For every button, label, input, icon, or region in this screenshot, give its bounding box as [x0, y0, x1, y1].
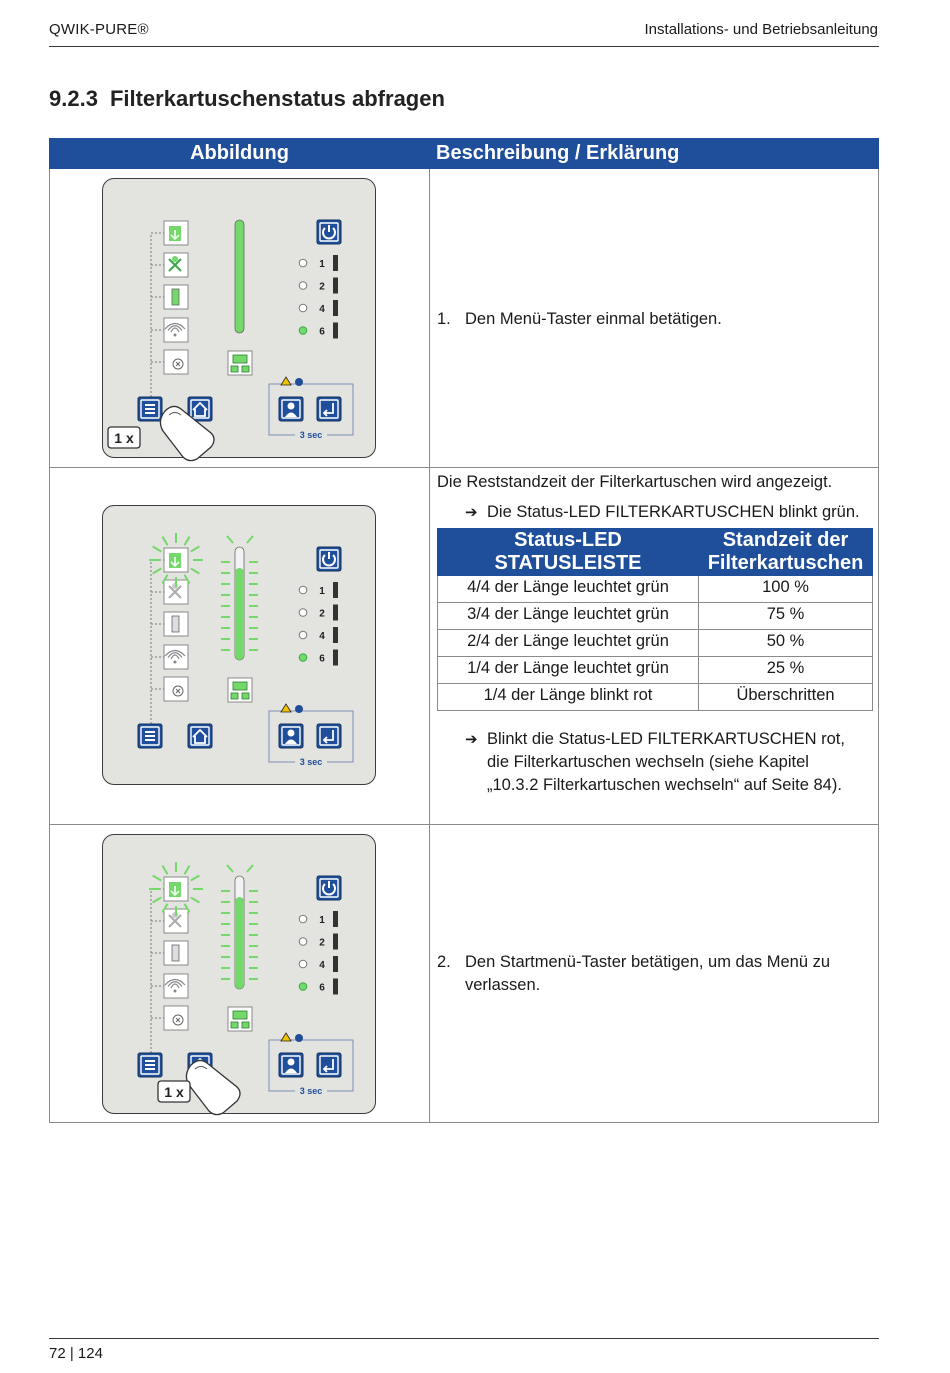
filter-count-led [299, 605, 338, 621]
figure-cell [50, 825, 430, 1123]
panel-drawing [103, 179, 375, 457]
wifi-icon [164, 318, 188, 342]
cartridge-icon [164, 612, 188, 636]
figure-cell [50, 468, 430, 825]
panel-drawing [103, 835, 375, 1113]
description-cell [430, 169, 879, 468]
cartridge-icon [164, 285, 188, 309]
filter-count-led [299, 582, 338, 598]
time-cell: 25 % [699, 657, 873, 684]
warning-icon [281, 1033, 291, 1041]
table-row [438, 576, 873, 603]
time-cell: 75 % [699, 603, 873, 630]
col-header-description: Beschreibung / Erklärung [430, 139, 879, 169]
hold-duration-label: 3 sec [299, 1086, 323, 1096]
status-cell: 3/4 der Länge leuchtet grün [438, 603, 699, 630]
status-cell: 1/4 der Länge blinkt rot [438, 684, 699, 711]
step-item [437, 308, 866, 331]
panel-drawing [103, 506, 375, 784]
table-row [50, 169, 879, 468]
step-text: Den Startmenü-Taster betätigen, um das Menü zu verlassen. [465, 953, 831, 994]
step-text: Den Menü-Taster einmal betätigen. [465, 310, 722, 328]
filter-count-led [299, 934, 338, 950]
connector-lines [151, 560, 165, 734]
service-button [279, 1053, 303, 1077]
led-label: 1 [319, 586, 325, 597]
wifi-icon [164, 645, 188, 669]
time-cell: 100 % [699, 576, 873, 603]
cartridge-icon [164, 941, 188, 965]
table-row [438, 684, 873, 711]
service-button [279, 397, 303, 421]
table-row [50, 468, 879, 825]
home-button [188, 724, 212, 748]
footer-divider [49, 1338, 879, 1339]
section-number: 9.2.3 [49, 86, 98, 111]
time-cell: Überschritten [699, 684, 873, 711]
filter-count-led [299, 255, 338, 271]
status-bar [235, 220, 244, 333]
header-product: QWIK-PURE® [49, 21, 149, 38]
result-text: Die Status-LED FILTERKARTUSCHEN blinkt grün. [487, 503, 860, 521]
table-row [50, 825, 879, 1123]
drain-icon [164, 350, 188, 374]
status-cell: 4/4 der Länge leuchtet grün [438, 576, 699, 603]
status-cell: 2/4 der Länge leuchtet grün [438, 630, 699, 657]
filter-count-led [299, 323, 338, 339]
refresh-icon [295, 1034, 303, 1042]
press-count-badge [158, 1081, 190, 1102]
finger-press-icon [186, 1060, 240, 1114]
warning-icon [281, 704, 291, 712]
header-divider [49, 46, 879, 47]
press-count-label: 1 x [164, 1084, 184, 1100]
col-header-figure: Abbildung [50, 139, 430, 169]
power-button [317, 547, 341, 571]
power-button [317, 220, 341, 244]
led-label: 1 [319, 259, 325, 270]
menu-button [138, 724, 162, 748]
led-label: 6 [319, 982, 325, 994]
led-label: 4 [319, 631, 325, 642]
filter-count-led [299, 911, 338, 927]
valve-icon [164, 253, 188, 277]
table-row [438, 630, 873, 657]
filter-status-icon [164, 221, 188, 245]
led-label: 6 [319, 653, 325, 665]
connector-lines [151, 889, 165, 1063]
network-icon [228, 678, 252, 702]
led-label: 2 [319, 608, 325, 620]
warning-icon [281, 377, 291, 385]
control-panel-figure [102, 834, 376, 1114]
section-title [49, 86, 445, 112]
filter-count-led [299, 979, 338, 995]
status-table-header: Status-LED STATUSLEISTE [438, 529, 699, 576]
led-label: 4 [319, 960, 325, 971]
control-panel-figure [102, 178, 376, 458]
filter-status-icon [164, 548, 188, 572]
step-item [437, 951, 866, 997]
table-row [438, 603, 873, 630]
filter-status-icon [164, 877, 188, 901]
result-item [465, 728, 855, 797]
filter-count-led [299, 278, 338, 294]
menu-button [138, 397, 162, 421]
led-label: 2 [319, 281, 325, 293]
drain-icon [164, 1006, 188, 1030]
led-label: 1 [319, 915, 325, 926]
step-number: 2. [437, 953, 451, 971]
step-number: 1. [437, 310, 451, 328]
hold-duration-label: 3 sec [299, 430, 323, 440]
enter-button [317, 724, 341, 748]
network-icon [228, 351, 252, 375]
control-panel-figure [102, 505, 376, 785]
wifi-icon [164, 974, 188, 998]
intro-text: Die Reststandzeit der Filterkartuschen wird angezeigt. [437, 473, 833, 491]
description-cell [430, 825, 879, 1123]
status-table-header: Standzeit der Filterkartuschen [699, 529, 873, 576]
led-label: 2 [319, 937, 325, 949]
section-title-text: Filterkartuschenstatus abfragen [109, 86, 445, 111]
table-row [438, 657, 873, 684]
press-count-badge [108, 427, 140, 448]
led-label: 6 [319, 326, 325, 338]
refresh-icon [295, 705, 303, 713]
led-label: 4 [319, 304, 325, 315]
refresh-icon [295, 378, 303, 386]
enter-button [317, 1053, 341, 1077]
press-count-label: 1 x [114, 430, 134, 446]
arrow-right-icon: ➔ [465, 504, 478, 521]
power-button [317, 876, 341, 900]
header-doc-title: Installations- und Betriebsanleitung [644, 21, 878, 38]
arrow-right-icon: ➔ [465, 731, 478, 748]
status-bar [221, 865, 258, 989]
status-table [437, 528, 873, 711]
filter-count-led [299, 300, 338, 316]
description-cell [430, 468, 879, 825]
instruction-table [49, 138, 879, 1123]
filter-count-led [299, 650, 338, 666]
figure-cell [50, 169, 430, 468]
filter-count-led [299, 627, 338, 643]
filter-count-led [299, 956, 338, 972]
result-item [465, 501, 860, 524]
page-number: 72 | 124 [49, 1345, 103, 1362]
time-cell: 50 % [699, 630, 873, 657]
result-text: Blinkt die Status-LED FILTERKARTUSCHEN rot, die Filterkartuschen wechseln (siehe Kapitel „10.3.2 Filterkartuschen wechseln“ auf Seite 84). [487, 730, 845, 794]
drain-icon [164, 677, 188, 701]
status-cell: 1/4 der Länge leuchtet grün [438, 657, 699, 684]
status-bar [221, 536, 258, 660]
enter-button [317, 397, 341, 421]
service-button [279, 724, 303, 748]
hold-duration-label: 3 sec [299, 757, 323, 767]
connector-lines [151, 233, 165, 407]
network-icon [228, 1007, 252, 1031]
menu-button [138, 1053, 162, 1077]
